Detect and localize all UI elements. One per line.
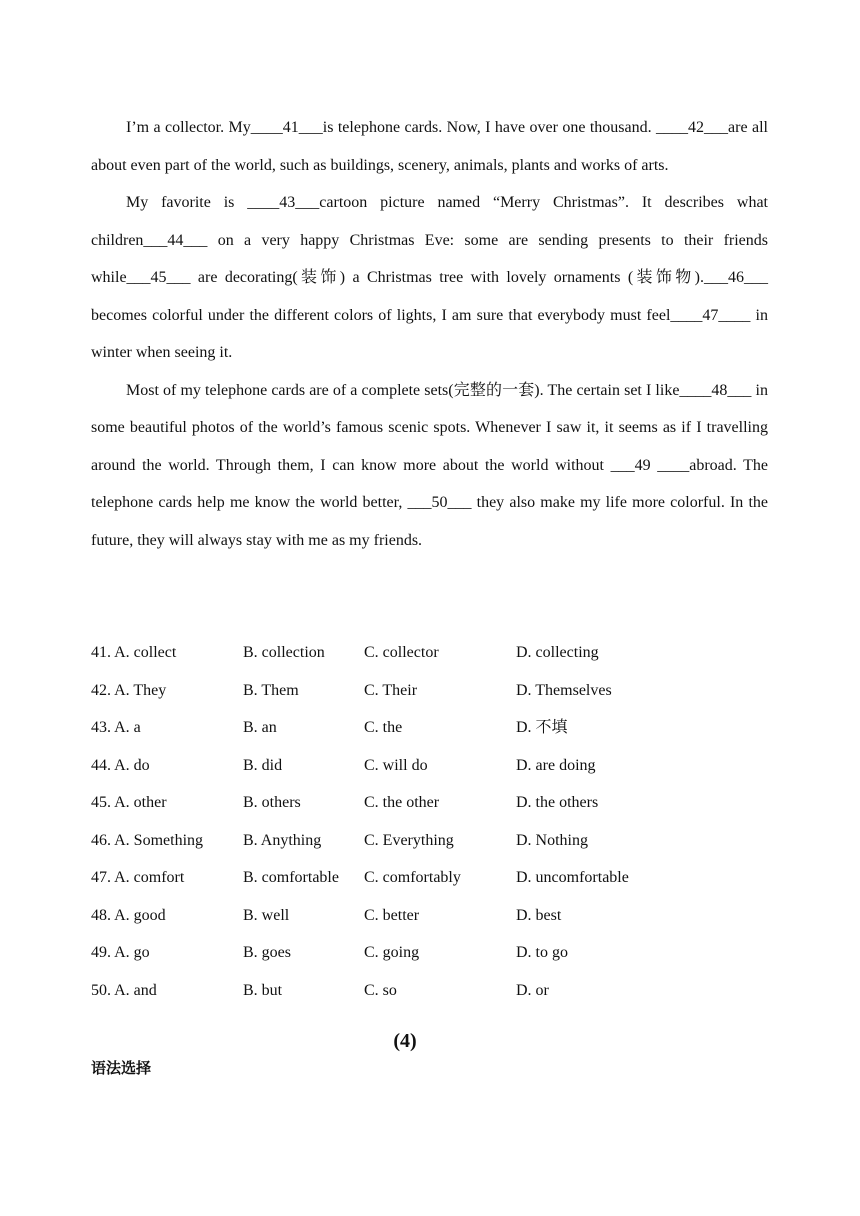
option-c: C. so (364, 981, 397, 999)
question-45 (91, 784, 768, 822)
option-d: D. the others (516, 794, 599, 811)
option-c: C. going (364, 944, 420, 961)
option-b: B. comfortable (243, 869, 339, 886)
option-d: D. Nothing (516, 831, 588, 849)
question-46 (91, 822, 768, 860)
option-b: B. others (243, 794, 301, 811)
option-b: B. but (243, 981, 283, 999)
option-a: 41. A. collect (91, 644, 177, 661)
section-number: (4) (393, 1030, 417, 1052)
question-49 (91, 934, 768, 972)
option-d: D. Themselves (516, 681, 612, 699)
option-b: B. an (243, 719, 277, 736)
question-43 (91, 709, 768, 747)
passage-paragraph-2: My favorite is ____43___cartoon picture named “Merry Christmas”. It describes what children___44___ on a very happy Christmas Eve: some are sending presents to their friends while___45___ are decorating(装饰) a Christmas tree with lovely ornaments (装饰物).___46___ becomes colorful under the different colors of lights, I am sure that everybody must feel____47____ in winter when seeing it. (91, 194, 768, 361)
option-c: C. will do (364, 756, 428, 774)
question-48 (91, 897, 768, 935)
section-title: 语法选择 (91, 1059, 152, 1077)
option-a: 42. A. They (91, 681, 167, 699)
option-a: 47. A. comfort (91, 869, 185, 886)
option-b: B. well (243, 906, 290, 924)
option-a: 45. A. other (91, 794, 167, 811)
question-41 (91, 634, 768, 672)
option-d: D. to go (516, 944, 568, 961)
option-c: C. collector (364, 644, 439, 661)
option-c: C. better (364, 906, 420, 924)
option-a: 50. A. and (91, 981, 157, 999)
option-c: C. Their (364, 681, 418, 699)
option-b: B. did (243, 756, 283, 774)
option-c: C. comfortably (364, 869, 461, 886)
option-a: 43. A. a (91, 719, 141, 736)
option-d: D. best (516, 906, 562, 924)
option-b: B. collection (243, 644, 325, 661)
option-d: D. or (516, 981, 549, 999)
option-b: B. Anything (243, 831, 322, 849)
option-c: C. the (364, 719, 403, 736)
option-c: C. the other (364, 794, 440, 811)
option-b: B. goes (243, 944, 291, 961)
question-options (91, 634, 768, 1009)
passage-paragraph-3: Most of my telephone cards are of a complete sets(完整的一套). The certain set I like____48___ in some beautiful photos of the world’s famous scenic spots. Whenever I saw it, it seems as if I travelling around the world. Through them, I can know more about the world without ___49 ____abroad. The telephone cards help me know the world better, ___50___ they also make my life more colorful. In the future, they will always stay with me as my friends. (91, 381, 768, 549)
question-47 (91, 859, 768, 897)
option-d: D. 不填 (516, 719, 568, 736)
option-a: 49. A. go (91, 944, 150, 961)
passage-paragraph-1: I’m a collector. My____41___is telephone cards. Now, I have over one thousand. ____42___are all about even part of the world, such as buildings, scenery, animals, plants and works of arts. (91, 119, 768, 174)
option-b: B. Them (243, 681, 299, 699)
option-d: D. are doing (516, 756, 596, 774)
option-d: D. uncomfortable (516, 869, 629, 886)
question-50 (91, 972, 768, 1010)
reading-passage (91, 109, 768, 559)
option-a: 48. A. good (91, 906, 166, 924)
option-c: C. Everything (364, 831, 454, 849)
question-44 (91, 747, 768, 785)
question-42 (91, 672, 768, 710)
option-d: D. collecting (516, 644, 599, 661)
option-a: 44. A. do (91, 756, 150, 774)
option-a: 46. A. Something (91, 831, 204, 849)
